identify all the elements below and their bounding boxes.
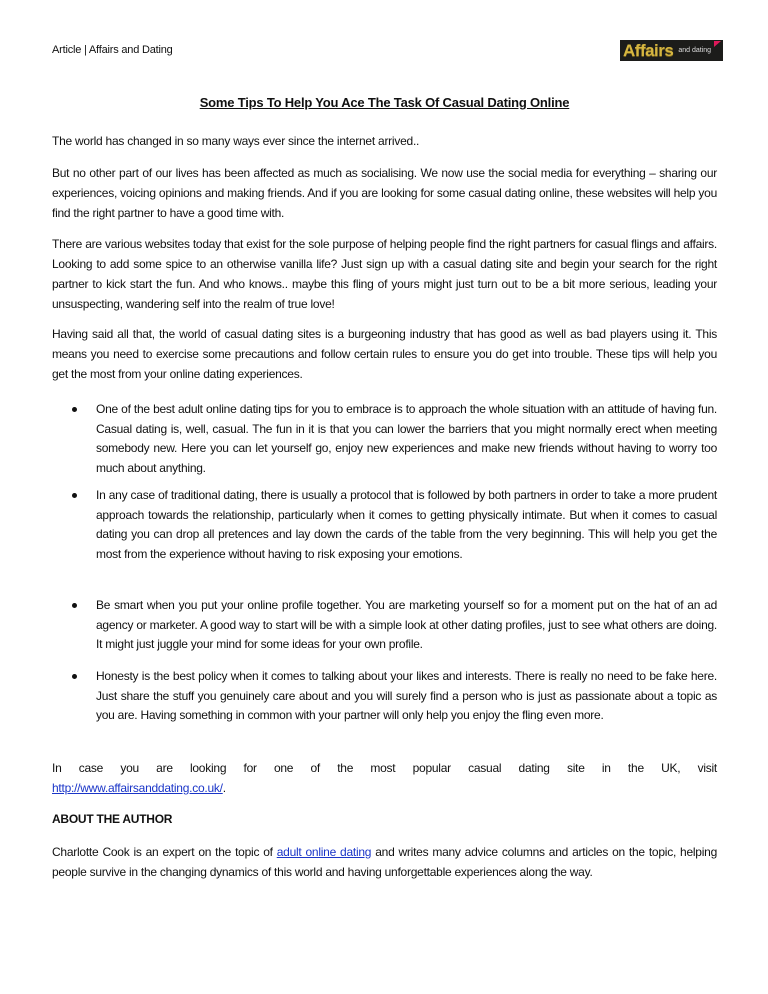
affairsanddating-link[interactable]: http://www.affairsanddating.co.uk/	[52, 781, 223, 795]
affairs-and-dating-logo	[620, 40, 723, 61]
header-label: Article | Affairs and Dating	[52, 44, 173, 56]
paragraph: But no other part of our lives has been affected as much as socialising. We now use the social media for everything – sharing our experiences, voicing opinions and making friends. And if you are looking for some casual dating online, these websites will help you find the right partner to have a good time with.	[52, 166, 717, 220]
author-text-before: Charlotte Cook is an expert on the topic of	[52, 845, 277, 859]
list-item: In any case of traditional dating, there is usually a protocol that is followed by both partners in order to take a more prudent approach towards the relationship, particularly when it comes to getting physically intimate. But when it comes to casual dating you can drop all pretences and lay down the cards of the table from the very beginning. This will help you get the most from the experience without having to risk exposing your emotions.	[96, 488, 717, 561]
closing-text: In case you are looking for one of the most popular casual dating site in the UK, visit	[52, 761, 717, 775]
adult-online-dating-link[interactable]: adult online dating	[276, 845, 372, 859]
logo-subtext: and dating	[678, 47, 712, 54]
author-paragraph	[52, 842, 717, 882]
paragraph: There are various websites today that exist for the sole purpose of helping people find the right partners for casual flings and affairs. Looking to add some spice to an otherwise vanilla life? Just sign up with a casual dating site and begin your search for the right partner to kick start the fun. And who knows.. maybe this fling of yours might just turn out to be a bit more serious, leading your unsuspecting, wandering self into the realm of true love!	[52, 237, 717, 311]
bullet-icon	[72, 603, 77, 608]
bullet-icon	[72, 674, 77, 679]
list-item: Be smart when you put your online profile together. You are marketing yourself so for a moment put on the hat of an ad agency or marketer. A good way to start will be with a simple look at other dating profiles, just to see what others are doing. It might just juggle your mind for some ideas for your own profile.	[96, 598, 717, 652]
logo-text: Affairs	[623, 40, 674, 60]
page-title: Some Tips To Help You Ace The Task Of Casual Dating Online	[199, 95, 570, 110]
bullet-icon	[72, 407, 77, 412]
about-heading: ABOUT THE AUTHOR	[52, 812, 173, 826]
closing-end: .	[222, 781, 226, 795]
author-text-after: and writes many advice columns and articles on the topic, helping people survive in the changing dynamics of this world and having unforgettable experiences along the way.	[52, 845, 717, 879]
list-item: One of the best adult online dating tips for you to embrace is to approach the whole situation with an attitude of having fun. Casual dating is, well, casual. The fun in it is that you can lower the barriers that you might normally erect when meeting somebody new. Here you can let yourself go, enjoy new experiences and make new friends without having to worry too much about anything.	[96, 402, 717, 475]
paragraph: The world has changed in so many ways ever since the internet arrived..	[52, 134, 420, 148]
closing-paragraph	[52, 758, 717, 798]
logo-flag-icon	[714, 41, 721, 47]
bullet-icon	[72, 493, 77, 498]
list-item: Honesty is the best policy when it comes to talking about your likes and interests. There is really no need to be fake here. Just share the stuff you genuinely care about and you will surely find a person who is just as passionate about a topic as you are. Having something in common with your partner will only help you enjoy the fling even more.	[96, 669, 717, 723]
paragraph: Having said all that, the world of casual dating sites is a burgeoning industry that has good as well as bad players using it. This means you need to exercise some precautions and follow certain rules to ensure you do get into trouble. These tips will help you get the most from your online dating experiences.	[52, 327, 717, 381]
